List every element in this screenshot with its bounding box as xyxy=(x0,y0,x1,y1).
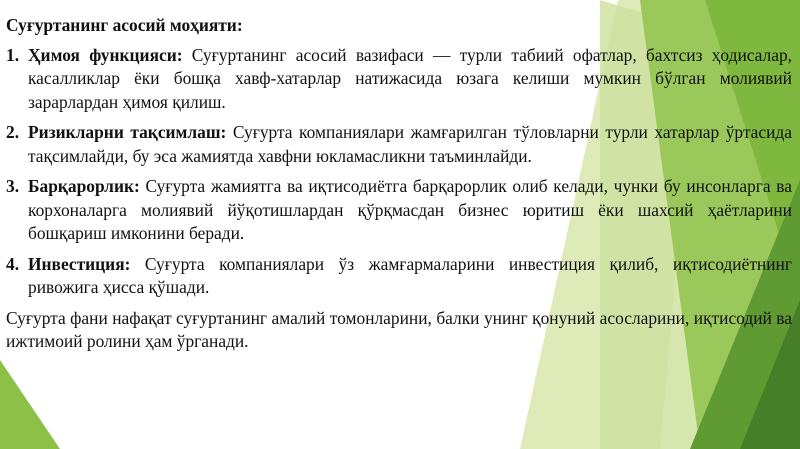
list-item xyxy=(6,44,792,115)
closing-paragraph: Суғурта фани нафақат суғуртанинг амалий томонларини, балки унинг қонуний асосларини, иқтисодий ва ижтимоий ролини ҳам ўрганади. xyxy=(6,307,792,351)
item-number: 1. xyxy=(6,44,20,65)
slide-heading: Суғуртанинг асосий моҳияти: xyxy=(6,15,243,35)
list-item xyxy=(6,121,792,168)
item-text: Суғурта компаниялари ўз жамғармаларини инвестиция қилиб, иқтисодиётнинг ривожига ҳисса қўшади. xyxy=(28,253,792,297)
list-item xyxy=(6,175,792,246)
item-term: Барқарорлик: xyxy=(28,176,146,196)
essence-list xyxy=(6,44,792,300)
list-item xyxy=(6,253,792,300)
item-text: Суғуртанинг асосий вазифаси — турли табиий офатлар, бахтсиз ҳодисалар, касалликлар ёки бошқа хавф-хатарлар натижасида юзага келиши мумкин бўлган молиявий зарарлардан ҳимоя қилиш. xyxy=(28,44,792,112)
item-number: 3. xyxy=(6,176,20,196)
item-number: 4. xyxy=(6,253,20,274)
item-term: Инвестиция: xyxy=(28,253,145,274)
item-term: Ризикларни тақсимлаш: xyxy=(28,122,233,142)
item-number: 2. xyxy=(6,122,20,142)
item-text: Суғурта компаниялари жамғарилган тўловларни турли хатарлар ўртасида тақсимлайди, бу эса жамиятда хавфни юкламасликни таъминлайди. xyxy=(28,122,792,166)
item-term: Ҳимоя функцияси: xyxy=(28,44,192,65)
item-text: Суғурта жамиятга ва иқтисодиётга барқарорлик олиб келади, чунки бу инсонларга ва корхоналарга молиявий йўқотишлардан қўрқмасдан бизнес юритиш ёки шахсий ҳаётларини бошқариш имконини беради. xyxy=(28,176,792,243)
